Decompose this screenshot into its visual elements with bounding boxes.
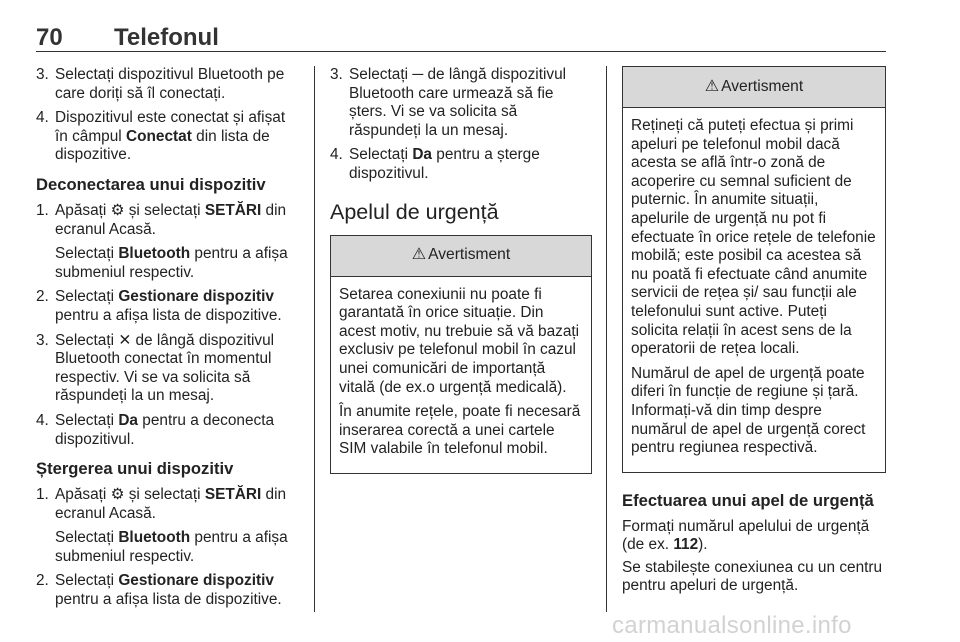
list-item: 2. Selectați Gestionare dispozitiv pentru a afișa lista de dispozitive. bbox=[36, 288, 282, 324]
page-title: Telefonul bbox=[114, 24, 219, 51]
paragraph: Formați numărul apelului de urgență (de ex. 112). bbox=[622, 517, 870, 554]
list-item: 3. Selectați dispozitivul Bluetooth pe care doriți să îl conectați. bbox=[36, 66, 285, 102]
warning-triangle-icon: ⚠ bbox=[704, 77, 720, 95]
column-2 bbox=[330, 66, 592, 474]
warning-paragraph: Setarea conexiunii nu poate fi garantată în orice situație. Din acest motiv, nu trebuie să vă bazați exclusiv pe telefonul mobil în cazul unei comunicări de importanță vitală (de ex.o urgență medicală). bbox=[339, 285, 580, 396]
warning-box bbox=[330, 235, 592, 474]
warning-body bbox=[623, 108, 885, 472]
page-header bbox=[36, 24, 886, 52]
list-item: 1. Apăsați ⚙ și selectați SETĂRI din ecranul Acasă. Selectați Bluetooth pentru a afișa submeniul respectiv. bbox=[36, 202, 302, 282]
warning-header bbox=[623, 67, 885, 108]
sub-paragraph: Selectați Bluetooth pentru a afișa submeniul respectiv. bbox=[55, 529, 288, 565]
list-item: 4. Dispozitivul este conectat și afișat în câmpul Conectat din lista de dispozitive. bbox=[36, 109, 286, 164]
minus-icon: ─ bbox=[412, 66, 424, 83]
section-heading-emergency-call: Apelul de urgență bbox=[330, 199, 499, 224]
column-divider-1 bbox=[314, 66, 315, 612]
warning-paragraph: Rețineți că puteți efectua și primi apeluri pe telefonul mobil dacă acesta se află într-o zonă de acoperire cu semnal suficient de puternic. În anumite situații, apelurile de urgență nu pot fi efectuate în orice rețele de telefonie mobilă; este posibil ca acestea să nu poată fi efectuate când anumite servicii de rețea și/ sau funcții ale telefonului sunt active. Puteți solicita relații în acest sens de la operatorii de rețea locali. bbox=[631, 117, 876, 358]
list-item: 4. Selectați Da pentru a șterge dispozitivul. bbox=[330, 146, 540, 182]
list-item: 3. Selectați ✕ de lângă dispozitivul Bluetooth conectat în momentul respectiv. Vi se va solicita să răspundeți la un mesaj. bbox=[36, 331, 275, 405]
warning-triangle-icon: ⚠ bbox=[411, 246, 427, 264]
page-number: 70 bbox=[36, 24, 63, 51]
sub-paragraph: Selectați Bluetooth pentru a afișa submeniul respectiv. bbox=[55, 245, 288, 281]
warning-box bbox=[622, 66, 886, 473]
column-1 bbox=[36, 66, 302, 616]
settings-gear-icon: ⚙ bbox=[110, 486, 125, 504]
list-item: 1. Apăsați ⚙ și selectați SETĂRI din ecranul Acasă. Selectați Bluetooth pentru a afișa submeniul respectiv. bbox=[36, 486, 302, 566]
list-item: 2. Selectați Gestionare dispozitiv pentru a afișa lista de dispozitive. bbox=[36, 572, 282, 609]
close-x-icon: ✕ bbox=[118, 331, 132, 349]
list-item: 4. Selectați Da pentru a deconecta dispozitivul. bbox=[36, 411, 275, 448]
warning-title: Avertisment bbox=[721, 77, 804, 95]
list-item: 3. Selectați ─ de lângă dispozitivul Bluetooth care urmează să fie șters. Vi se va solicita să răspundeți la un mesaj. bbox=[330, 66, 567, 139]
column-divider-2 bbox=[606, 66, 607, 612]
warning-title: Avertisment bbox=[428, 246, 511, 264]
section-heading-make-emergency-call: Efectuarea unui apel de urgență bbox=[622, 490, 874, 510]
settings-gear-icon: ⚙ bbox=[110, 201, 125, 219]
warning-paragraph: Numărul de apel de urgență poate diferi în funcție de regiune și țară. Informați-vă din timp despre numărul de apel de urgență corect pentru regiunea respectivă. bbox=[631, 364, 866, 457]
watermark: carmanualsonline.info bbox=[612, 612, 852, 639]
paragraph: Se stabilește conexiunea cu un centru pentru apeluri de urgență. bbox=[622, 558, 883, 595]
section-heading-delete: Ștergerea unui dispozitiv bbox=[36, 459, 234, 479]
header-rule bbox=[36, 51, 886, 52]
warning-paragraph: În anumite rețele, poate fi necesară inserarea corectă a unei cartele SIM valabile în telefonul mobil. bbox=[339, 403, 581, 458]
section-heading-disconnect: Deconectarea unui dispozitiv bbox=[36, 174, 266, 194]
warning-body bbox=[331, 277, 591, 473]
column-3 bbox=[622, 66, 886, 600]
warning-header bbox=[331, 236, 591, 277]
